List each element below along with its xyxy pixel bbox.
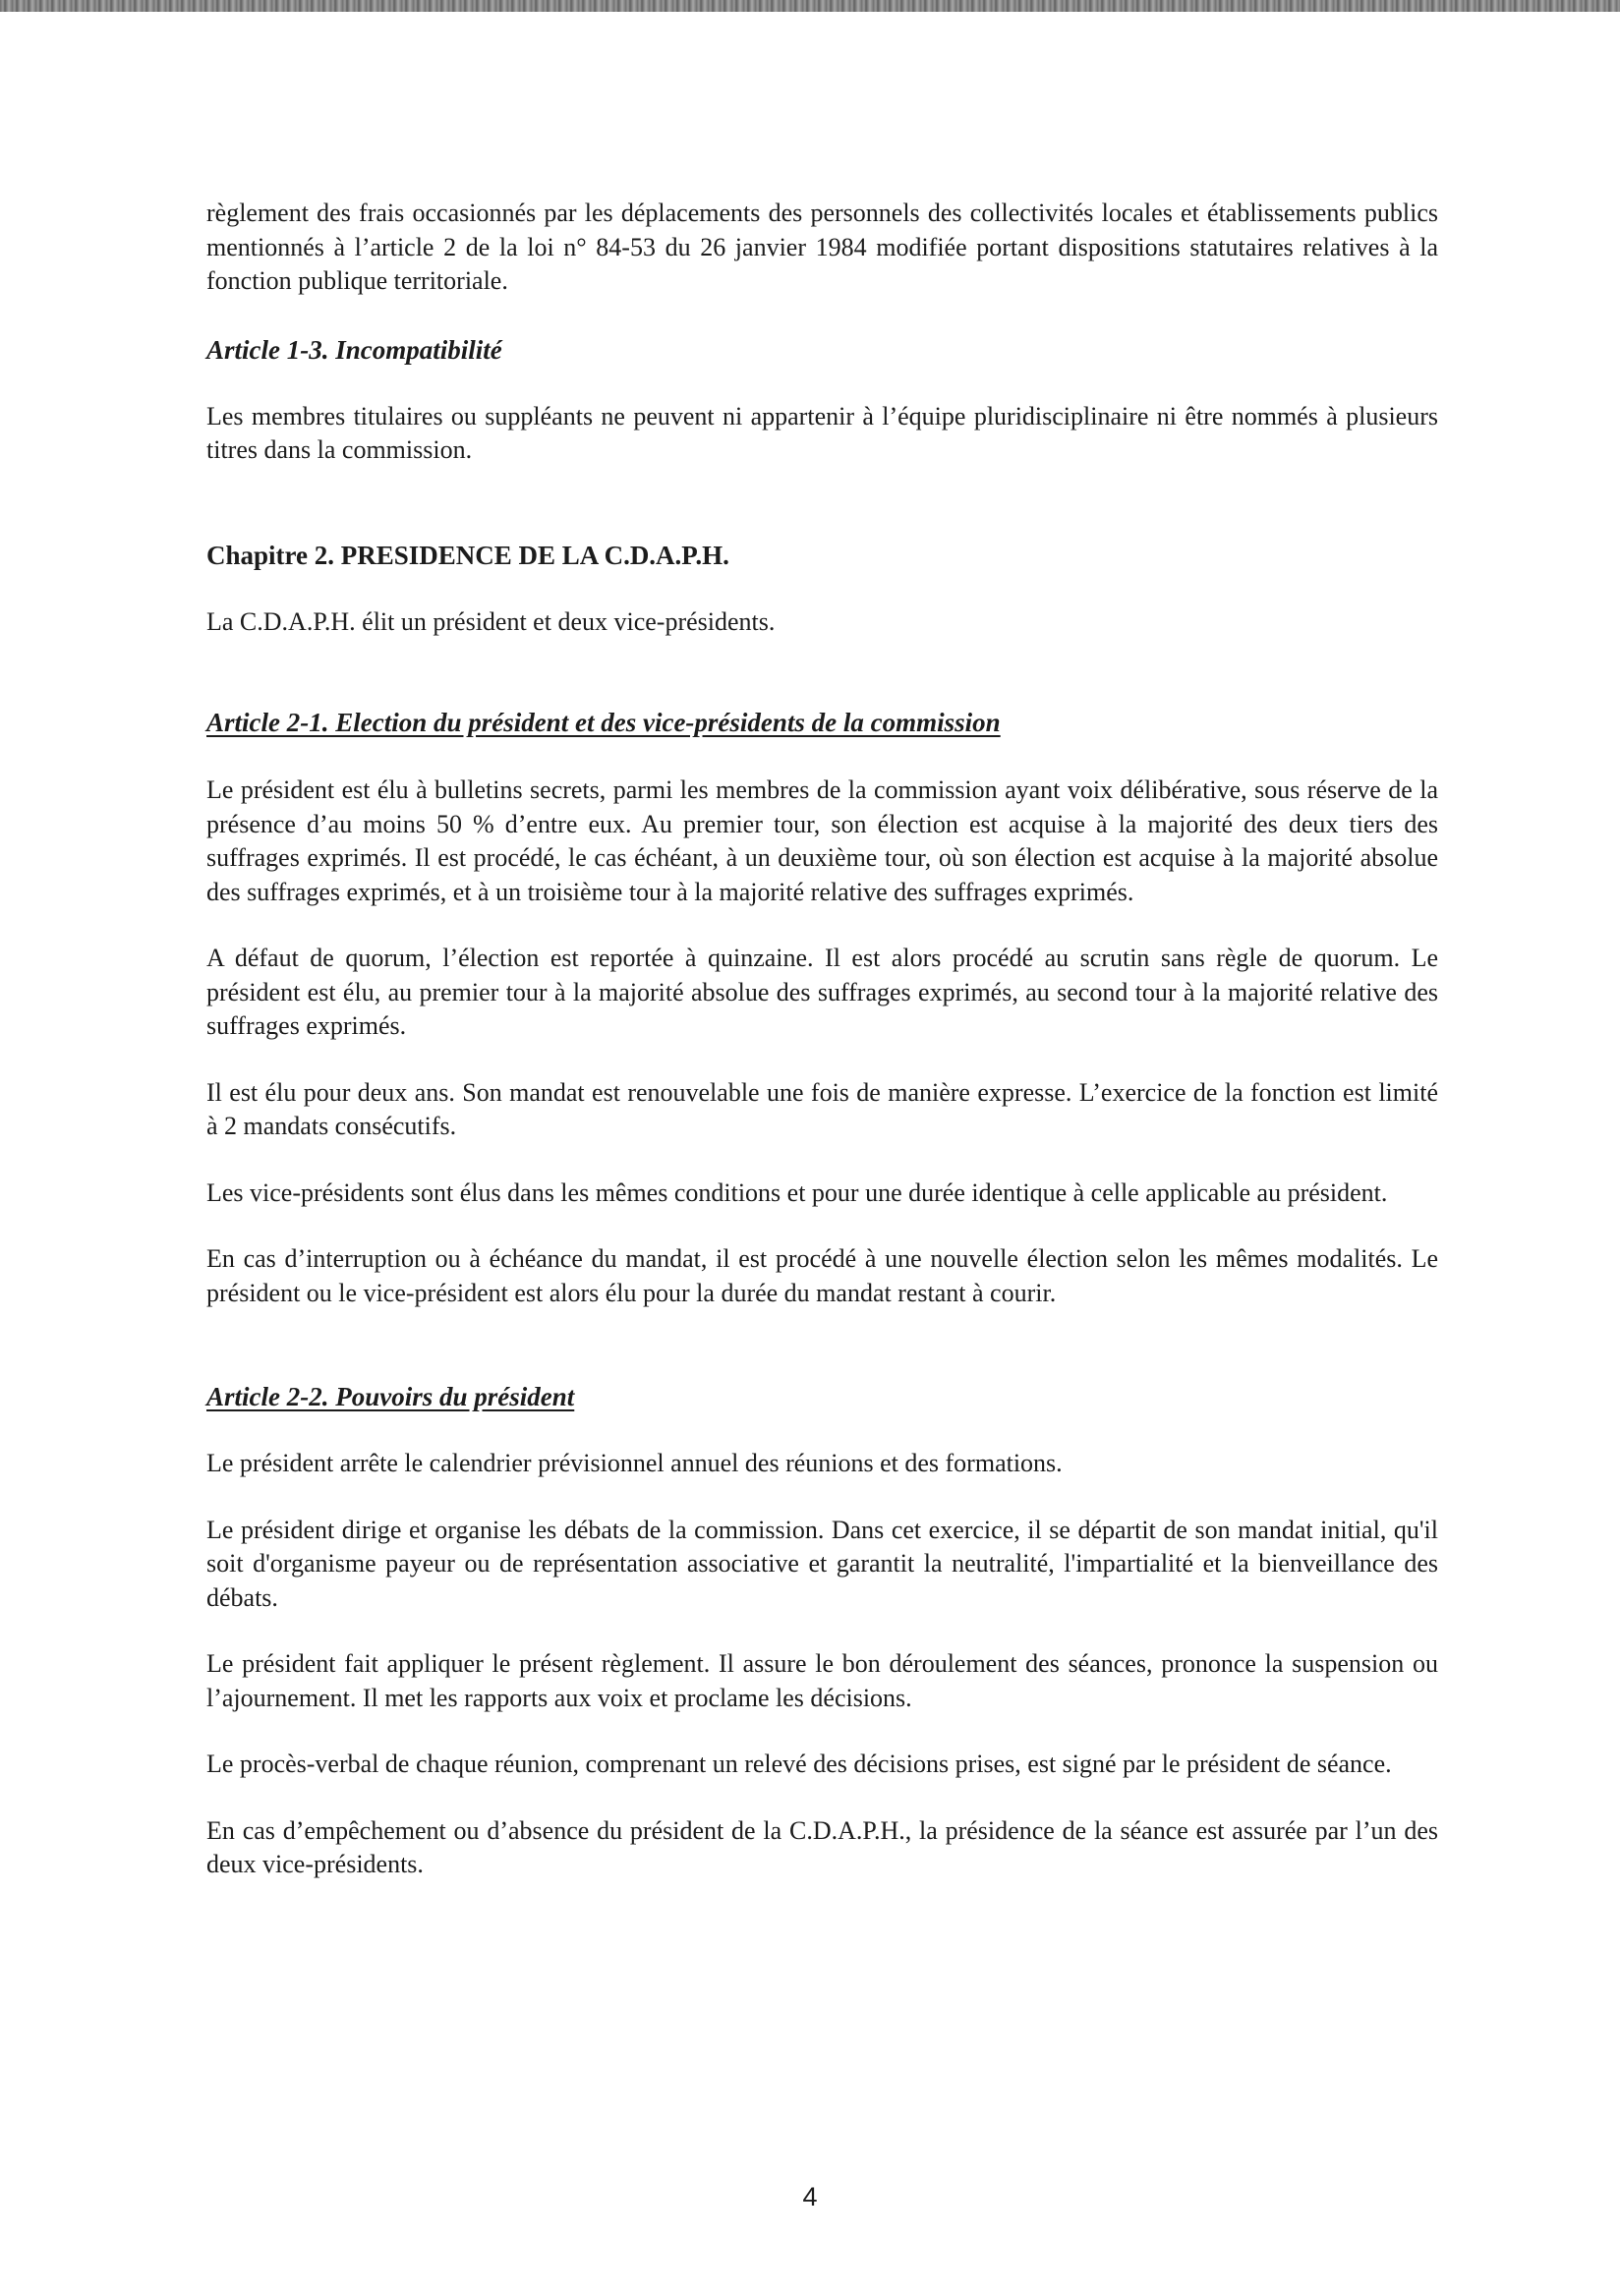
article-2-2-heading: Article 2-2. Pouvoirs du président xyxy=(206,1382,575,1411)
page-number: 4 xyxy=(802,2182,818,2211)
chapter-2-paragraph: La C.D.A.P.H. élit un président et deux vice-présidents. xyxy=(206,606,776,636)
article-2-2-paragraph-4: Le procès-verbal de chaque réunion, comprenant un relevé des décisions prises, est signé par le président de séance. xyxy=(206,1750,1392,1778)
article-2-1-paragraph-4: Les vice-présidents sont élus dans les mêmes conditions et pour une durée identique à celle applicable au président. xyxy=(206,1177,1388,1207)
article-2-1-heading: Article 2-1. Election du président et des vice-présidents de la commission xyxy=(206,708,1001,737)
article-2-1-paragraph-3: Il est élu pour deux ans. Son mandat est renouvelable une fois de manière expresse. L’exercice de la fonction est limité à 2 mandats consécutifs. xyxy=(206,1077,1438,1140)
chapter-2-heading: Chapitre 2. PRESIDENCE DE LA C.D.A.P.H. xyxy=(206,540,729,570)
scan-edge-artifact xyxy=(0,0,1620,12)
article-1-3-paragraph: Les membres titulaires ou suppléants ne peuvent ni appartenir à l’équipe pluridisciplinaire ni être nommés à plusieurs titres dans la commission. xyxy=(206,401,1438,464)
intro-paragraph: règlement des frais occasionnés par les déplacements des personnels des collectivités locales et établissements publics mentionnés à l’article 2 de la loi n° 84-53 du 26 janvier 1984 modifiée portant dispositions statutaires relatives à la fonction publique territoriale. xyxy=(206,199,1438,295)
article-2-2-paragraph-1: Le président arrête le calendrier prévisionnel annuel des réunions et des formations. xyxy=(206,1449,1063,1477)
article-1-3-heading: Article 1-3. Incompatibilité xyxy=(206,334,502,365)
article-2-2-paragraph-3: Le président fait appliquer le présent règlement. Il assure le bon déroulement des séances, prononce la suspension ou l’ajournement. Il met les rapports aux voix et proclame les décisions. xyxy=(206,1649,1438,1712)
article-2-2-paragraph-5: En cas d’empêchement ou d’absence du président de la C.D.A.P.H., la présidence de la séance est assurée par l’un des deux vice-présidents. xyxy=(206,1815,1438,1878)
article-2-1-paragraph-2: A défaut de quorum, l’élection est reportée à quinzaine. Il est alors procédé au scrutin sans règle de quorum. Le président est élu, au premier tour à la majorité absolue des suffrages exprimés, au second tour à la majorité relative des suffrages exprimés. xyxy=(206,944,1438,1040)
document-page xyxy=(206,197,1438,1882)
article-2-1-paragraph-1: Le président est élu à bulletins secrets, parmi les membres de la commission ayant voix délibérative, sous réserve de la présence d’au moins 50 % d’entre eux. Au premier tour, son élection est acquise à la majorité des deux tiers des suffrages exprimés. Il est procédé, le cas échéant, à un deuxième tour, où son élection est acquise à la majorité absolue des suffrages exprimés, et à un troisième tour à la majorité relative des suffrages exprimés. xyxy=(206,775,1438,906)
article-2-2-paragraph-2: Le président dirige et organise les débats de la commission. Dans cet exercice, il se départit de son mandat initial, qu'il soit d'organisme payeur ou de représentation associative et garantit la neutralité, l'impartialité et la bienveillance des débats. xyxy=(206,1515,1438,1612)
article-2-1-paragraph-5: En cas d’interruption ou à échéance du mandat, il est procédé à une nouvelle élection selon les mêmes modalités. Le président ou le vice-président est alors élu pour la durée du mandat restant à courir. xyxy=(206,1244,1438,1307)
